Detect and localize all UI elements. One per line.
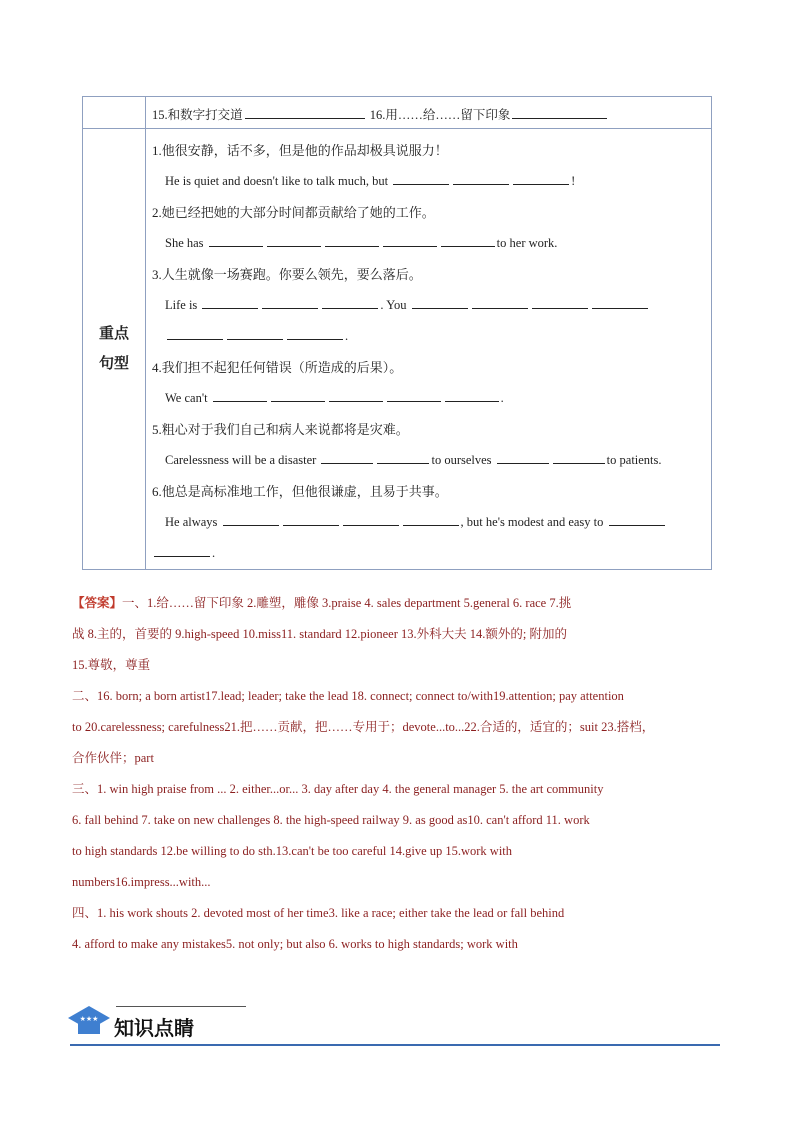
answer-line: to 20.carelessness; carefulness21.把……贡献，把……专用于；devote...to...22.合适的，适宜的；suit 23.搭档， [72, 720, 655, 734]
sentence-3-en-cont: . [152, 321, 711, 352]
table-row [83, 97, 712, 129]
section-title: 知识点睛 [114, 1016, 194, 1040]
answer-line: 【答案】一、1.给……留下印象 2.雕塑，雕像 3.praise 4. sales department 5.general 6. race 7.挑 [72, 596, 572, 610]
section-rule [70, 1044, 720, 1046]
table-row [83, 129, 712, 570]
answer-line: numbers16.impress...with... [72, 875, 211, 889]
sentence-6-cn: 6.他总是高标准地工作，但他很谦虚，且易于共事。 [152, 484, 448, 499]
answer-line: 6. fall behind 7. take on new challenges 8. the high-speed railway 9. as good as10. can't afford 11. work [72, 813, 590, 827]
answer-line: 三、1. win high praise from ... 2. either...or... 3. day after day 4. the general manager 5. the art community [72, 782, 604, 796]
answer-line: 战 8.主的，首要的 9.high-speed 10.miss11. standard 12.pioneer 13.外科大夫 14.额外的; 附加的 [72, 627, 567, 641]
answer-line: 四、1. his work shouts 2. devoted most of her time3. like a race; either take the lead or fall behind [72, 906, 565, 920]
section-label [83, 129, 146, 570]
sentence-3-cn: 3.人生就像一场赛跑。你要么领先，要么落后。 [152, 267, 422, 282]
sentence-6-en: He always , but he's modest and easy to [152, 507, 711, 538]
sentence-1-en: He is quiet and doesn't like to talk much, but ! [165, 174, 576, 188]
sentence-4-cn: 4.我们担不起犯任何错误（所造成的后果）。 [152, 360, 403, 375]
answer-section [72, 588, 732, 960]
sentence-5-cn: 5.粗心对于我们自己和病人来说都将是灾难。 [152, 422, 409, 437]
svg-text:★★★: ★★★ [79, 1015, 99, 1023]
title-overline [116, 1006, 246, 1007]
answer-line: 15.尊敬，尊重 [72, 658, 151, 672]
item-15: 15.和数字打交道 [152, 108, 243, 122]
answer-line: 4. afford to make any mistakes5. not only; but also 6. works to high standards; work with [72, 937, 518, 951]
sentence-3-en: Life is . You [152, 290, 711, 321]
sentence-2-en: She has to her work. [165, 236, 558, 250]
sentence-cell [146, 129, 712, 570]
sentence-1-cn: 1.他很安静，话不多，但是他的作品却极具说服力！ [152, 143, 448, 158]
answer-line: to high standards 12.be willing to do sth.13.can't be too careful 14.give up 15.work with [72, 844, 513, 858]
label-cell-empty [83, 97, 146, 129]
sentence-2-cn: 2.她已经把她的大部分时间都贡献给了她的工作。 [152, 205, 435, 220]
section-label-line1: 重点 [98, 326, 129, 342]
item-16: 16.用……给……留下印象 [369, 108, 511, 122]
exercise-table [82, 96, 712, 570]
answer-tag: 【答案】 [72, 596, 123, 610]
section-label-line2: 句型 [98, 356, 129, 372]
graduation-cap-icon [66, 1002, 112, 1038]
answer-line: 二、16. born; a born artist17.lead; leader; take the lead 18. connect; connect to/with19.attention; pay attention [72, 689, 624, 703]
sentence-4-en: We can't . [165, 391, 504, 405]
answer-line: 合作伙伴；part [72, 751, 154, 765]
sentence-6-en-cont: . [152, 538, 711, 569]
sentence-5-en: Carelessness will be a disaster to ourselves to patients. [165, 453, 662, 467]
content-cell [146, 97, 712, 129]
section-header [66, 1000, 726, 1050]
